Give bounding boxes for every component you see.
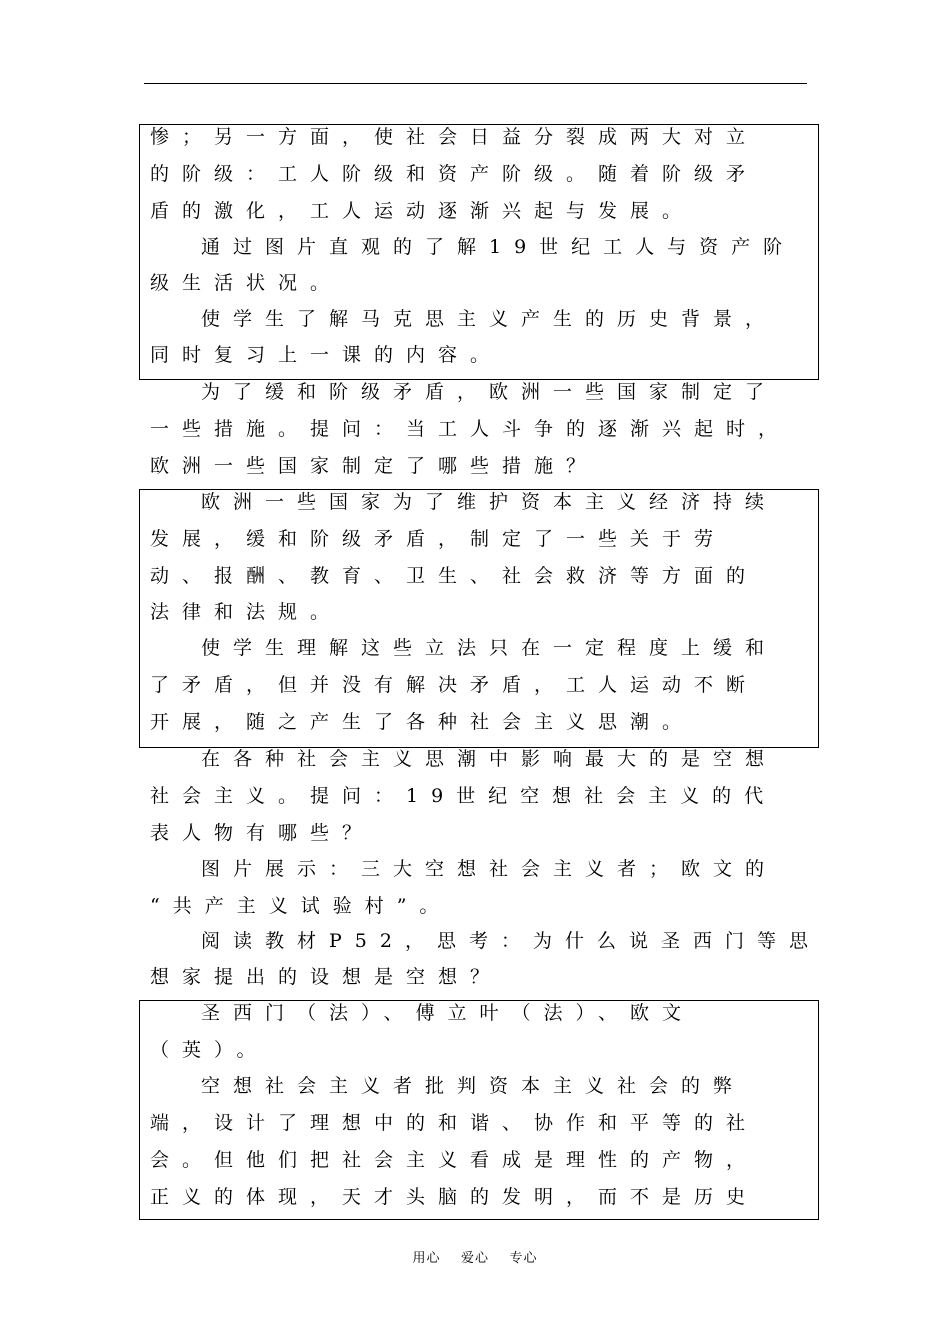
text-line: 盾的激化，工人运动逐渐兴起与发展。 (150, 200, 695, 222)
text-line: 表人物有哪些？ (150, 822, 375, 844)
page-footer: 用心 爱心 专心 (412, 1251, 538, 1266)
text-line: 欧洲一些国家制定了哪些措施？ (150, 455, 599, 477)
header-rule (144, 83, 807, 84)
text-line: 圣西门（法）、傅立叶（法）、欧文 (201, 1002, 695, 1024)
text-line: 发展，缓和阶级矛盾，制定了一些关于劳 (150, 528, 727, 550)
text-line: 的阶级：工人阶级和资产阶级。随着阶级矛 (150, 163, 759, 185)
text-line: 图片展示：三大空想社会主义者；欧文的 (201, 858, 778, 880)
text-line: 法律和法规。 (150, 601, 343, 623)
text-line: （英）。 (150, 1039, 269, 1061)
text-line: 动、报酬、教育、卫生、社会救济等方面的 (150, 565, 759, 587)
text-line: 了矛盾，但并没有解决矛盾，工人运动不断 (150, 674, 759, 696)
text-line: 一些措施。提问：当工人斗争的逐渐兴起时， (150, 418, 791, 440)
text-line: 使学生理解这些立法只在一定程度上缓和 (201, 637, 778, 659)
text-line: 惨；另一方面，使社会日益分裂成两大对立 (150, 126, 759, 148)
text-line: 通过图片直观的了解19世纪工人与资产阶 (201, 236, 796, 258)
text-line: 同时复习上一课的内容。 (150, 344, 503, 366)
text-line: 开展，随之产生了各种社会主义思潮。 (150, 711, 695, 733)
text-line: 会。但他们把社会主义看成是理性的产物， (150, 1149, 759, 1171)
text-line: 欧洲一些国家为了维护资本主义经济持续 (201, 491, 778, 513)
text-line: 空想社会主义者批判资本主义社会的弊 (201, 1075, 746, 1097)
text-line: 为了缓和阶级矛盾，欧洲一些国家制定了 (201, 381, 778, 403)
text-line: 想家提出的设想是空想？ (150, 966, 503, 988)
text-line: 阅读教材P52，思考：为什么说圣西门等思 (201, 930, 821, 952)
text-line: 级生活状况。 (150, 272, 343, 294)
text-line: 使学生了解马克思主义产生的历史背景， (201, 308, 778, 330)
text-line: 在各种社会主义思潮中影响最大的是空想 (201, 748, 778, 770)
text-line: 正义的体现，天才头脑的发明，而不是历史 (150, 1186, 759, 1208)
text-line: 社会主义。提问：19世纪空想社会主义的代 (150, 785, 777, 807)
text-line: 端，设计了理想中的和谐、协作和平等的社 (150, 1112, 759, 1134)
text-line: “共产主义试验村”。 (150, 895, 452, 917)
